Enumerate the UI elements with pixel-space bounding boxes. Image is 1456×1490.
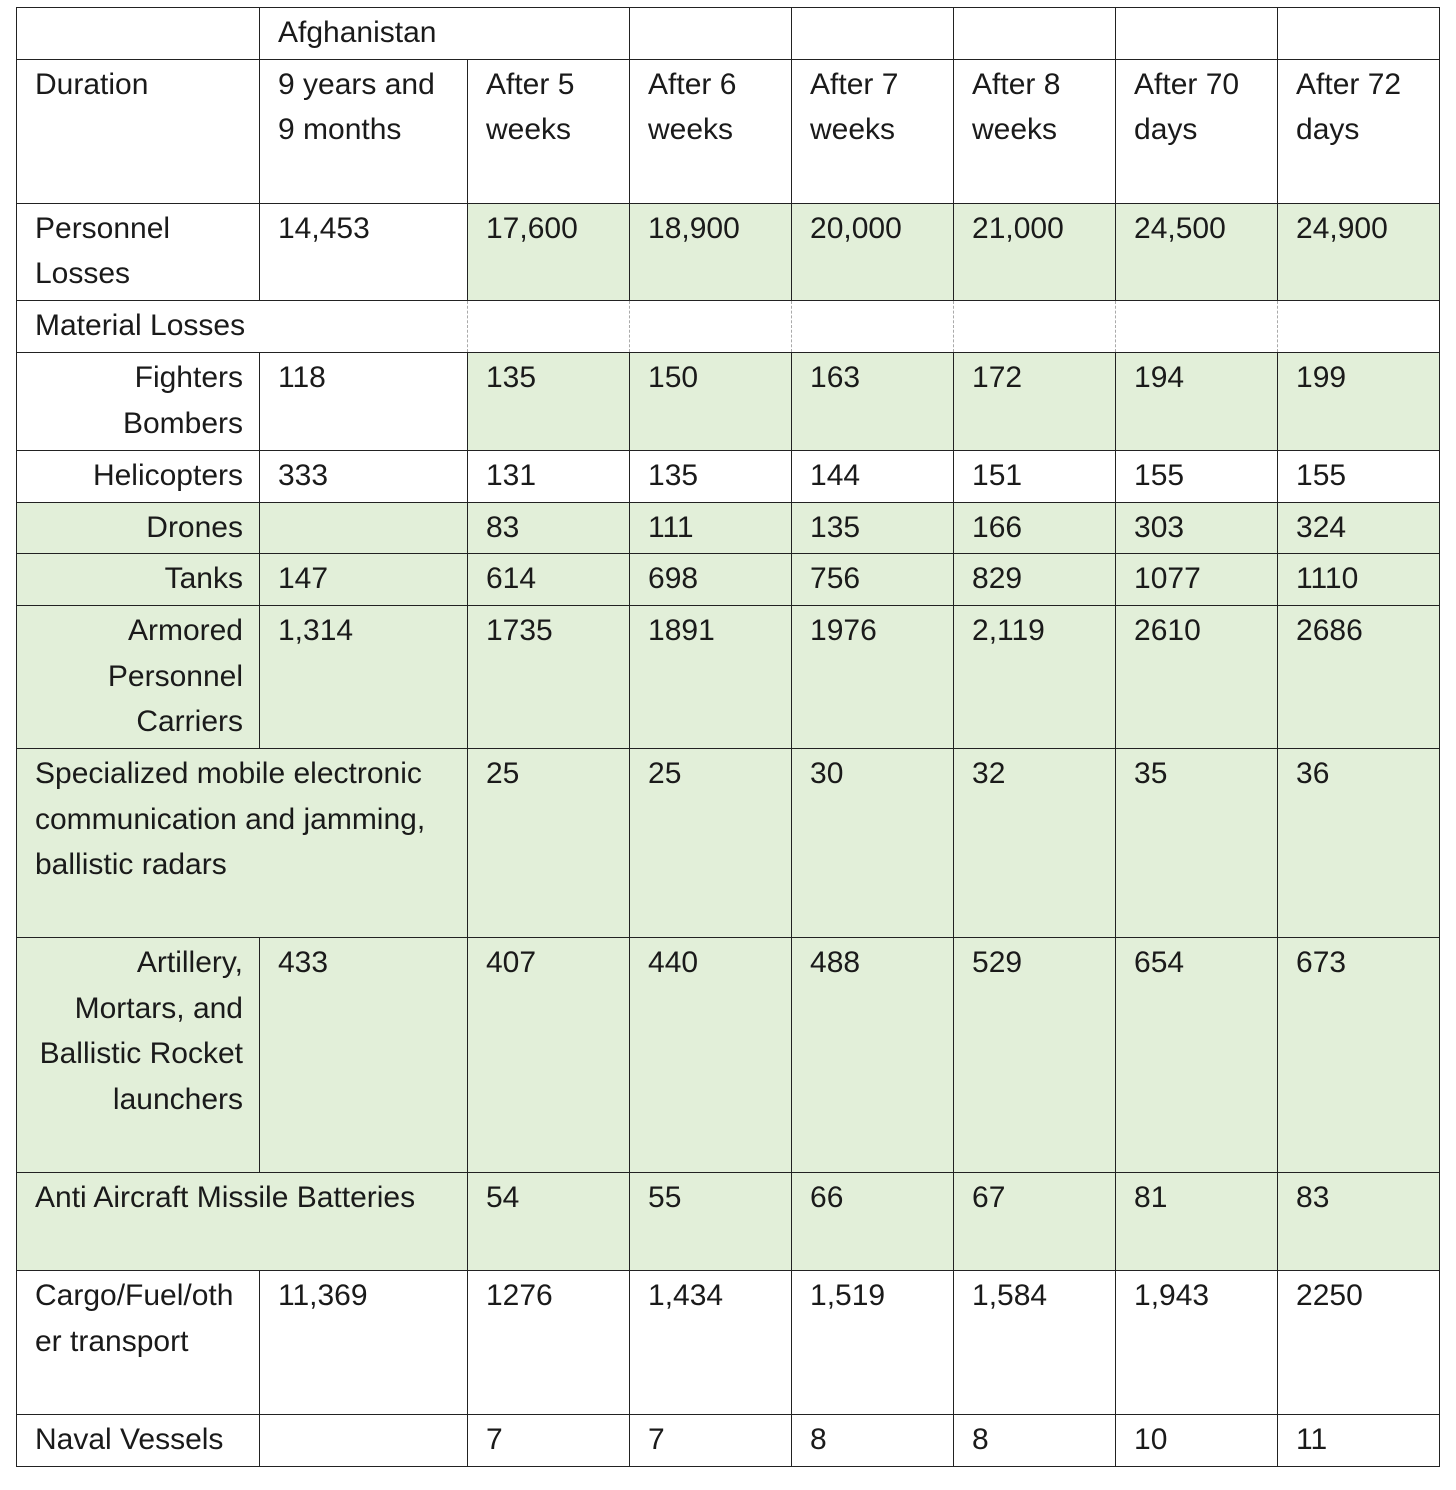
- value-cell: 155: [1116, 450, 1278, 502]
- value-cell: 55: [630, 1173, 792, 1271]
- table-row-tanks: [17, 554, 1440, 606]
- value-cell: 1891: [630, 605, 792, 748]
- value-cell: 83: [1278, 1173, 1440, 1271]
- table-row-apc: [17, 605, 1440, 748]
- empty-cell: [954, 301, 1116, 353]
- table-wrapper: [16, 7, 1439, 1467]
- row-label: Armored Personnel Carriers: [17, 605, 260, 748]
- empty-cell: [630, 8, 792, 60]
- value-cell: 25: [468, 749, 630, 938]
- value-cell: 8: [954, 1415, 1116, 1467]
- value-cell: [260, 502, 468, 554]
- value-cell: 35: [1116, 749, 1278, 938]
- period-cell: After 6 weeks: [630, 59, 792, 203]
- value-cell: 1735: [468, 605, 630, 748]
- value-cell: 1,943: [1116, 1271, 1278, 1415]
- value-cell: 83: [468, 502, 630, 554]
- table-row-artillery: [17, 938, 1440, 1173]
- row-label: Naval Vessels: [17, 1415, 260, 1467]
- row-label: Artillery, Mortars, and Ballistic Rocket launchers: [17, 938, 260, 1173]
- value-cell: 1,584: [954, 1271, 1116, 1415]
- table-row-personnel: [17, 203, 1440, 300]
- value-cell: 147: [260, 554, 468, 606]
- value-cell: 2,119: [954, 605, 1116, 748]
- value-cell: 24,500: [1116, 203, 1278, 300]
- value-cell: 333: [260, 450, 468, 502]
- value-cell: 24,900: [1278, 203, 1440, 300]
- material-losses-label: Material Losses: [17, 301, 468, 353]
- value-cell: 155: [1278, 450, 1440, 502]
- value-cell: 151: [954, 450, 1116, 502]
- value-cell: 166: [954, 502, 1116, 554]
- row-label: Specialized mobile electronic communication and jamming, ballistic radars: [17, 749, 468, 938]
- value-cell: 529: [954, 938, 1116, 1173]
- table-row-material: [17, 301, 1440, 353]
- value-cell: 32: [954, 749, 1116, 938]
- value-cell: 144: [792, 450, 954, 502]
- value-cell: 67: [954, 1173, 1116, 1271]
- losses-table: [16, 7, 1440, 1467]
- value-cell: 1,434: [630, 1271, 792, 1415]
- value-cell: 111: [630, 502, 792, 554]
- row-label: Personnel Losses: [17, 203, 260, 300]
- value-cell: 1276: [468, 1271, 630, 1415]
- period-cell: After 72 days: [1278, 59, 1440, 203]
- value-cell: 7: [468, 1415, 630, 1467]
- value-cell: 135: [792, 502, 954, 554]
- value-cell: [260, 1415, 468, 1467]
- value-cell: 303: [1116, 502, 1278, 554]
- period-cell: After 8 weeks: [954, 59, 1116, 203]
- value-cell: 8: [792, 1415, 954, 1467]
- row-label: [17, 1271, 260, 1415]
- value-cell: 163: [792, 352, 954, 450]
- value-cell: 2686: [1278, 605, 1440, 748]
- value-cell: 199: [1278, 352, 1440, 450]
- value-cell: 21,000: [954, 203, 1116, 300]
- period-cell: After 70 days: [1116, 59, 1278, 203]
- table-row-duration: [17, 59, 1440, 203]
- value-cell: 81: [1116, 1173, 1278, 1271]
- value-cell: 1110: [1278, 554, 1440, 606]
- value-cell: 20,000: [792, 203, 954, 300]
- row-label: Tanks: [17, 554, 260, 606]
- value-cell: 407: [468, 938, 630, 1173]
- value-cell: 30: [792, 749, 954, 938]
- table-row-electronic: [17, 749, 1440, 938]
- value-cell: 1,519: [792, 1271, 954, 1415]
- value-cell: 194: [1116, 352, 1278, 450]
- empty-cell: [1278, 8, 1440, 60]
- value-cell: 440: [630, 938, 792, 1173]
- value-cell: 698: [630, 554, 792, 606]
- value-cell: 673: [1278, 938, 1440, 1173]
- row-label: Anti Aircraft Missile Batteries: [17, 1173, 468, 1271]
- value-cell: 150: [630, 352, 792, 450]
- table-row-naval: [17, 1415, 1440, 1467]
- value-cell: 829: [954, 554, 1116, 606]
- value-cell: 54: [468, 1173, 630, 1271]
- value-cell: 1,314: [260, 605, 468, 748]
- duration-label: Duration: [17, 59, 260, 203]
- value-cell: 1976: [792, 605, 954, 748]
- value-cell: 25: [630, 749, 792, 938]
- value-cell: 756: [792, 554, 954, 606]
- period-cell: 9 years and 9 months: [260, 59, 468, 203]
- table-row-group-header: [17, 8, 1440, 60]
- value-cell: 18,900: [630, 203, 792, 300]
- table-row-anti-aircraft: [17, 1173, 1440, 1271]
- value-cell: 324: [1278, 502, 1440, 554]
- empty-cell: [630, 301, 792, 353]
- value-cell: 135: [630, 450, 792, 502]
- empty-cell: [954, 8, 1116, 60]
- value-cell: 172: [954, 352, 1116, 450]
- value-cell: 11: [1278, 1415, 1440, 1467]
- empty-cell: [468, 301, 630, 353]
- value-cell: 614: [468, 554, 630, 606]
- empty-cell: [17, 8, 260, 60]
- row-label: Drones: [17, 502, 260, 554]
- cargo-label-text: Cargo/Fuel/other transport: [35, 1279, 234, 1358]
- empty-cell: [1116, 301, 1278, 353]
- value-cell: 2610: [1116, 605, 1278, 748]
- value-cell: 14,453: [260, 203, 468, 300]
- afghanistan-header: Afghanistan: [260, 8, 630, 60]
- table-row-helicopters: [17, 450, 1440, 502]
- value-cell: 2250: [1278, 1271, 1440, 1415]
- empty-cell: [792, 301, 954, 353]
- value-cell: 654: [1116, 938, 1278, 1173]
- period-cell: After 7 weeks: [792, 59, 954, 203]
- value-cell: 131: [468, 450, 630, 502]
- period-cell: After 5 weeks: [468, 59, 630, 203]
- value-cell: 66: [792, 1173, 954, 1271]
- row-label: Fighters Bombers: [17, 352, 260, 450]
- row-label: Helicopters: [17, 450, 260, 502]
- empty-cell: [1116, 8, 1278, 60]
- value-cell: 36: [1278, 749, 1440, 938]
- table-row-cargo: [17, 1271, 1440, 1415]
- value-cell: 135: [468, 352, 630, 450]
- value-cell: 10: [1116, 1415, 1278, 1467]
- value-cell: 17,600: [468, 203, 630, 300]
- table-row-fighters: [17, 352, 1440, 450]
- table-row-drones: [17, 502, 1440, 554]
- value-cell: 488: [792, 938, 954, 1173]
- value-cell: 1077: [1116, 554, 1278, 606]
- value-cell: 118: [260, 352, 468, 450]
- empty-cell: [1278, 301, 1440, 353]
- value-cell: 7: [630, 1415, 792, 1467]
- value-cell: 433: [260, 938, 468, 1173]
- empty-cell: [792, 8, 954, 60]
- value-cell: 11,369: [260, 1271, 468, 1415]
